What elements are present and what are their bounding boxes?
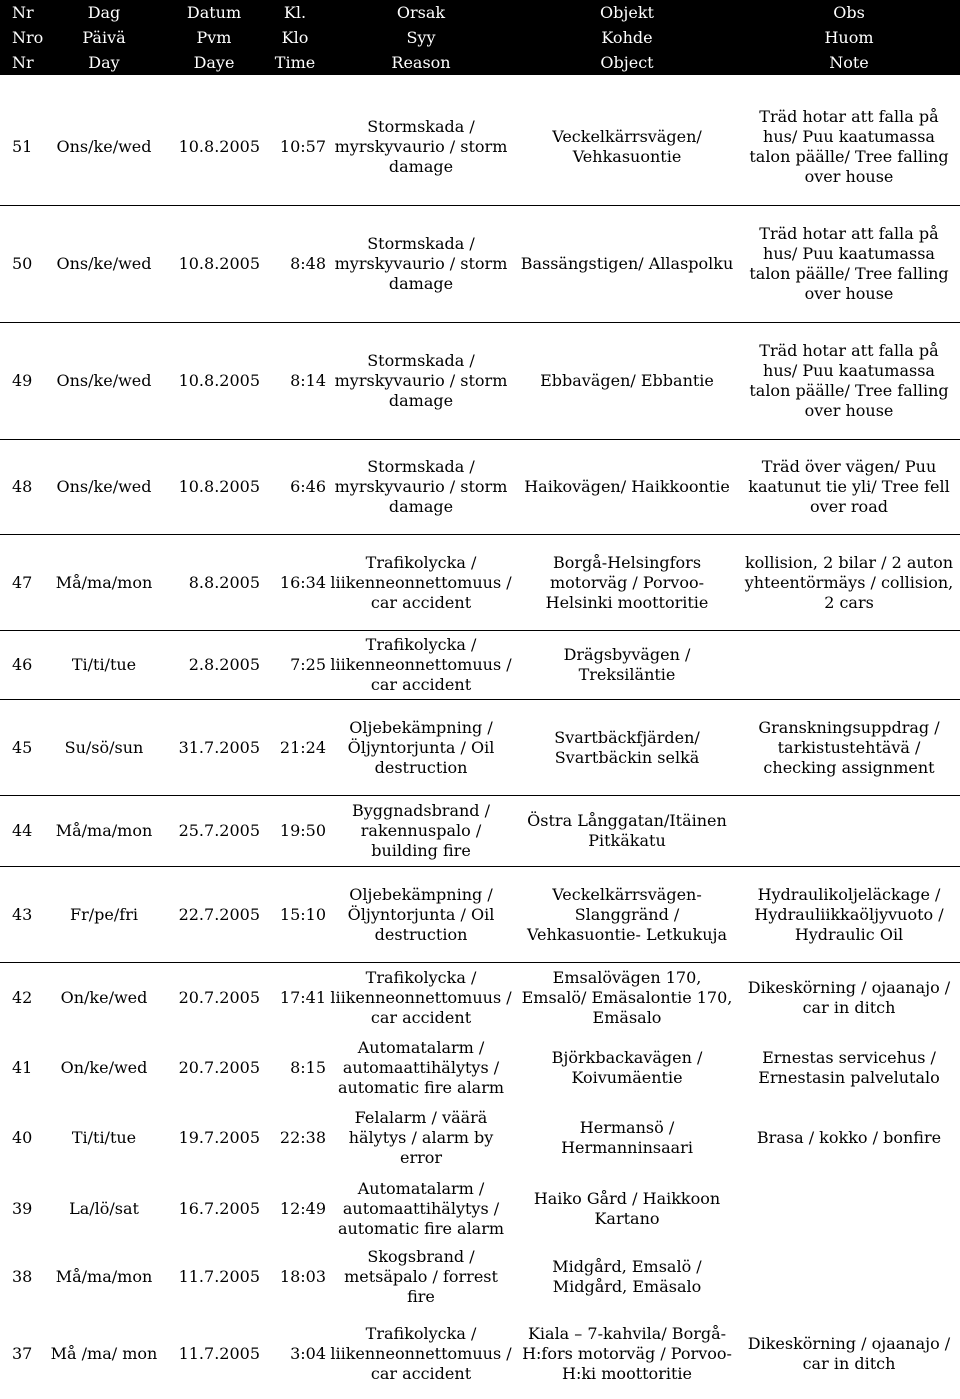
row-object: Haikovägen/ Haikkoontie [516,440,738,535]
table-row [0,631,960,700]
row-object: Hermansö / Hermanninsaari [561,1118,693,1157]
row-note: Träd över vägen/ Puu kaatunut tie yli/ Tree fell over road [738,440,960,535]
header-object: Object [516,50,738,75]
row-time: 17:41 [279,987,326,1007]
header-note: Obs [738,0,960,25]
row-reason: Stormskada / myrskyvaurio / storm damage [326,89,516,206]
row-date: 11.7.2005 [178,1344,260,1363]
row-note [738,631,960,700]
row-reason: Automatalarm / automaattihälytys / automatic fire alarm [337,1178,505,1238]
header-reason: Syy [326,25,516,50]
row-note: Dikeskörning / ojaanajo / car in ditch [747,1334,951,1373]
table-row [0,1173,960,1244]
row-note: Hydraulikoljeläckage / Hydrauliikkaöljyvuoto / Hydraulic Oil [738,867,960,963]
row-object: Kiala – 7-kahvila/ Borgå- H:fors motorväg / Porvoo- H:ki moottoritie [522,1324,732,1383]
row-object: Emsalövägen 170, Emsalö/ Emäsalontie 170, Emäsalo [521,967,733,1027]
row-note: kollision, 2 bilar / 2 auton yhteentörmäys / collision, 2 cars [738,535,960,631]
row-time: 6:46 [264,440,326,535]
header-day: Dag [44,0,164,25]
header-date: Pvm [164,25,264,50]
row-note: Ernestas servicehus / Ernestasin palvelutalo [758,1047,940,1087]
row-time: 16:34 [264,535,326,631]
table-row [0,700,960,796]
row-object: Midgård, Emsalö / Midgård, Emäsalo [552,1256,702,1296]
row-date: 11.7.2005 [178,1266,260,1286]
header-object: Kohde [516,25,738,50]
row-time: 22:38 [279,1128,326,1147]
row-day: Må/ma/mon [44,796,164,867]
row-nr: 44 [0,796,44,867]
row-reason: Oljebekämpning / Öljyntorjunta / Oil destruction [326,700,516,796]
row-day: Ons/ke/wed [44,89,164,206]
row-object: Björkbackavägen / Koivumäentie [551,1047,703,1087]
row-date: 16.7.2005 [178,1198,260,1218]
row-date: 10.8.2005 [164,440,264,535]
row-object: Borgå-Helsingfors motorväg / Porvoo-Helsinki moottoritie [516,535,738,631]
row-nr: 46 [0,631,44,700]
row-day: Må /ma/ mon [50,1344,158,1363]
table-row [0,535,960,631]
table-row [0,1032,960,1103]
row-note: Brasa / kokko / bonfire [756,1128,942,1147]
row-note: Träd hotar att falla på hus/ Puu kaatumassa talon päälle/ Tree falling over house [738,323,960,440]
header-note: Huom [738,25,960,50]
row-object: Ebbavägen/ Ebbantie [516,323,738,440]
row-object: Drägsbyvägen / Treksiläntie [516,631,738,700]
row-nr: 50 [0,206,44,323]
row-time: 8:14 [264,323,326,440]
header-time: Kl. [264,0,326,25]
row-day: Ti/ti/tue [44,631,164,700]
row-object: Veckelkärrsvägen- Slanggränd / Vehkasuontie- Letkukuja [516,867,738,963]
table-row [0,796,960,867]
row-reason: Trafikolycka / liikenneonnettomuus / car accident [330,967,512,1027]
row-day: Fr/pe/fri [44,867,164,963]
header-time: Time [264,50,326,75]
header-nr: Nr [0,0,44,25]
row-date: 8.8.2005 [164,535,264,631]
header-reason: Reason [326,50,516,75]
row-nr: 45 [0,700,44,796]
row-reason: Byggnadsbrand / rakennuspalo / building fire [326,796,516,867]
row-reason: Trafikolycka / liikenneonnettomuus / car accident [326,631,516,700]
header-nr: Nro [0,25,44,50]
row-object: Haiko Gård / Haikkoon Kartano [533,1188,721,1228]
row-nr: 42 [12,987,33,1007]
row-time: 18:03 [279,1266,326,1286]
row-reason: Stormskada / myrskyvaurio / storm damage [326,206,516,323]
row-day: Su/sö/sun [44,700,164,796]
row-date: 19.7.2005 [178,1128,260,1147]
header-date: Daye [164,50,264,75]
row-reason: Stormskada / myrskyvaurio / storm damage [326,440,516,535]
header-time: Klo [264,25,326,50]
row-reason: Stormskada / myrskyvaurio / storm damage [326,323,516,440]
row-date: 10.8.2005 [164,89,264,206]
row-time: 3:04 [290,1344,326,1363]
row-reason: Skogsbrand / metsäpalo / forrest fire [344,1246,498,1306]
header-row-english [0,50,960,75]
table-row [0,323,960,440]
header-reason: Orsak [326,0,516,25]
header-row-swedish [0,0,960,25]
row-time: 19:50 [264,796,326,867]
row-time: 15:10 [264,867,326,963]
row-day: Ti/ti/tue [71,1128,137,1147]
table-body [0,75,960,1399]
row-day: Ons/ke/wed [44,323,164,440]
row-nr: 51 [0,89,44,206]
header-object: Objekt [516,0,738,25]
row-date: 10.8.2005 [164,323,264,440]
row-note [738,1244,960,1309]
row-reason: Automatalarm / automaattihälytys / automatic fire alarm [337,1037,505,1097]
table-row [0,963,960,1033]
row-day: On/ke/wed [60,1057,148,1077]
row-reason: Trafikolycka / liikenneonnettomuus / car accident [330,1324,512,1383]
row-object: Bassängstigen/ Allaspolku [516,206,738,323]
row-nr: 48 [0,440,44,535]
table-row [0,89,960,206]
header-spacer [0,75,960,89]
table-row [0,206,960,323]
row-reason: Oljebekämpning / Öljyntorjunta / Oil destruction [326,867,516,963]
row-note [738,1173,960,1244]
row-nr: 47 [0,535,44,631]
row-reason: Felalarm / väärä hälytys / alarm by error [348,1108,494,1167]
header-row-finnish [0,25,960,50]
row-day: Ons/ke/wed [44,206,164,323]
row-object: Svartbäckfjärden/ Svartbäckin selkä [516,700,738,796]
row-date: 10.8.2005 [164,206,264,323]
row-date: 22.7.2005 [164,867,264,963]
row-note: Granskningsuppdrag / tarkistustehtävä / checking assignment [738,700,960,796]
row-reason: Trafikolycka / liikenneonnettomuus / car accident [326,535,516,631]
table-row [0,867,960,963]
row-nr: 39 [12,1198,33,1218]
row-time: 12:49 [279,1198,326,1218]
row-nr: 40 [12,1128,33,1147]
table-row [0,440,960,535]
row-day: Må/ma/mon [55,1266,153,1286]
row-day: La/lö/sat [69,1198,139,1218]
row-nr: 37 [12,1344,33,1363]
row-date: 20.7.2005 [178,987,260,1007]
row-time: 7:25 [264,631,326,700]
row-time: 8:48 [264,206,326,323]
header-nr: Nr [0,50,44,75]
table-row [0,1244,960,1309]
header-day: Päivä [44,25,164,50]
row-time: 8:15 [290,1057,326,1077]
row-nr: 41 [12,1057,33,1077]
row-time: 21:24 [264,700,326,796]
row-day: On/ke/wed [60,987,148,1007]
row-date: 25.7.2005 [164,796,264,867]
row-time: 10:57 [264,89,326,206]
row-note [738,796,960,867]
row-note: Träd hotar att falla på hus/ Puu kaatumassa talon päälle/ Tree falling over house [738,89,960,206]
row-date: 20.7.2005 [178,1057,260,1077]
row-day: Ons/ke/wed [44,440,164,535]
header-note: Note [738,50,960,75]
row-nr: 38 [12,1266,33,1286]
header-day: Day [44,50,164,75]
row-note: Träd hotar att falla på hus/ Puu kaatumassa talon päälle/ Tree falling over house [738,206,960,323]
table-row [0,1103,960,1173]
row-note: Dikeskörning / ojaanajo / car in ditch [747,977,951,1017]
row-date: 31.7.2005 [164,700,264,796]
table-header [0,0,960,75]
row-date: 2.8.2005 [164,631,264,700]
row-nr: 43 [0,867,44,963]
row-nr: 49 [0,323,44,440]
table-row [0,1309,960,1399]
header-date: Datum [164,0,264,25]
row-object: Veckelkärrsvägen/ Vehkasuontie [516,89,738,206]
row-day: Må/ma/mon [44,535,164,631]
row-object: Östra Långgatan/Itäinen Pitkäkatu [516,796,738,867]
